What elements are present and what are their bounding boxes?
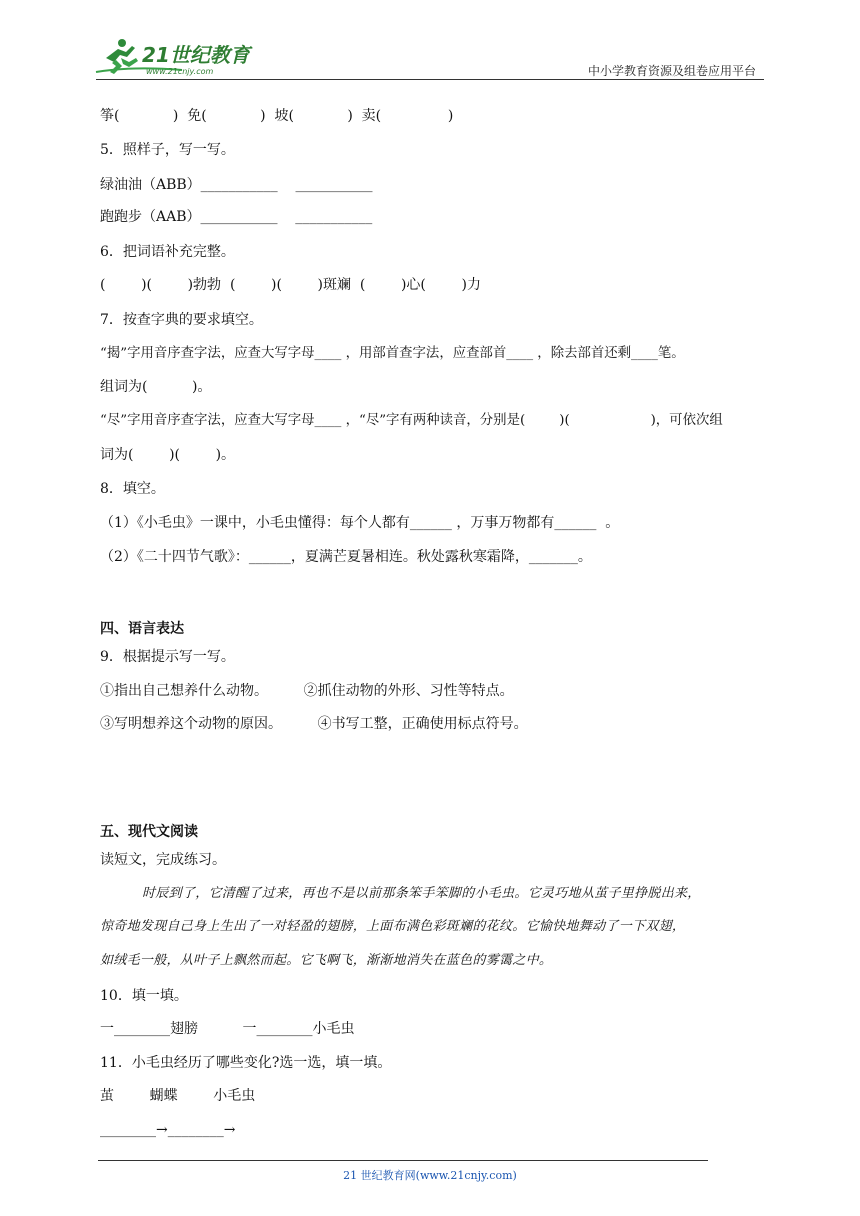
question-7-jin-words: 词为( )( )。	[100, 447, 236, 463]
passage-line-2: 惊奇地发现自己身上生出了一对轻盈的翅膀，上面布满色彩斑斓的花纹。它愉快地舞动了一下双翅，	[100, 919, 686, 934]
question-5-title: 5．照样子，写一写。	[100, 142, 235, 158]
question-6-title: 6．把词语补充完整。	[100, 244, 235, 260]
question-7-jin: “尽”字用音序查字法，应查大写字母____ ，“尽”字有两种读音，分别是( )( )，可依次组	[100, 413, 723, 428]
header-divider	[96, 79, 764, 80]
question-10-title: 10．填一填。	[100, 988, 188, 1004]
question-8-part-1: （1）《小毛虫》一课中，小毛虫懂得：每个人都有______ ，万事万物都有______ 。	[100, 515, 620, 531]
question-9-tips-2: ③写明想养这个动物的原因。 ④书写工整，正确使用标点符号。	[100, 716, 528, 732]
question-7-title: 7．按查字典的要求填空。	[100, 312, 263, 328]
passage-line-1: 时辰到了，它清醒了过来，再也不是以前那条笨手笨脚的小毛虫。它灵巧地从茧子里挣脱出来，	[142, 886, 701, 901]
logo-text: 21世纪教育	[142, 43, 250, 67]
question-9-tips-1: ①指出自己想养什么动物。 ②抓住动物的外形、习性等特点。	[100, 683, 514, 699]
question-11-options: 茧 蝴蝶 小毛虫	[100, 1088, 256, 1104]
question-8-part-2: （2）《二十四节气歌》：______，夏满芒夏暑相连。秋处露秋寒霜降，_______。	[100, 549, 592, 565]
question-7-jie: “揭”字用音序查字法，应查大写字母____ ，用部首查字法，应查部首____ ，除去部首还剩____笔。	[100, 346, 685, 361]
line-char-blanks: 筝( ) 免( ) 坡( ) 卖( )	[100, 108, 454, 124]
question-8-title: 8．填空。	[100, 481, 165, 497]
logo-url: www.21cnjy.com	[146, 67, 214, 76]
section-4-heading: 四、语言表达	[100, 621, 184, 637]
question-11-title: 11．小毛虫经历了哪些变化?选一选，填一填。	[100, 1055, 392, 1071]
section-5-heading: 五、现代文阅读	[100, 824, 198, 840]
question-7-jie-words: 组词为( )。	[100, 379, 212, 395]
header-platform-text: 中小学教育资源及组卷应用平台	[587, 64, 756, 78]
question-9-title: 9．根据提示写一写。	[100, 649, 235, 665]
footer-source-text: 21 世纪教育网(www.21cnjy.com)	[343, 1169, 517, 1182]
question-11-arrows: ________→________→	[100, 1122, 236, 1138]
logo	[92, 36, 262, 80]
question-6-blanks: ( )( )勃勃 ( )( )斑斓 ( )心( )力	[100, 277, 481, 293]
reading-instruction: 读短文，完成练习。	[100, 852, 226, 868]
question-5-aab: 跑跑步（AAB）___________ ___________	[100, 209, 373, 225]
question-10-blanks: 一________翅膀 一________小毛虫	[100, 1021, 355, 1037]
logo-runner-icon	[92, 36, 262, 80]
question-5-abb: 绿油油（ABB）___________ ___________	[100, 177, 373, 193]
footer-divider	[98, 1160, 708, 1161]
passage-line-3: 如绒毛一般，从叶子上飘然而起。它飞啊飞，渐渐地消失在蓝色的雾霭之中。	[100, 953, 553, 968]
